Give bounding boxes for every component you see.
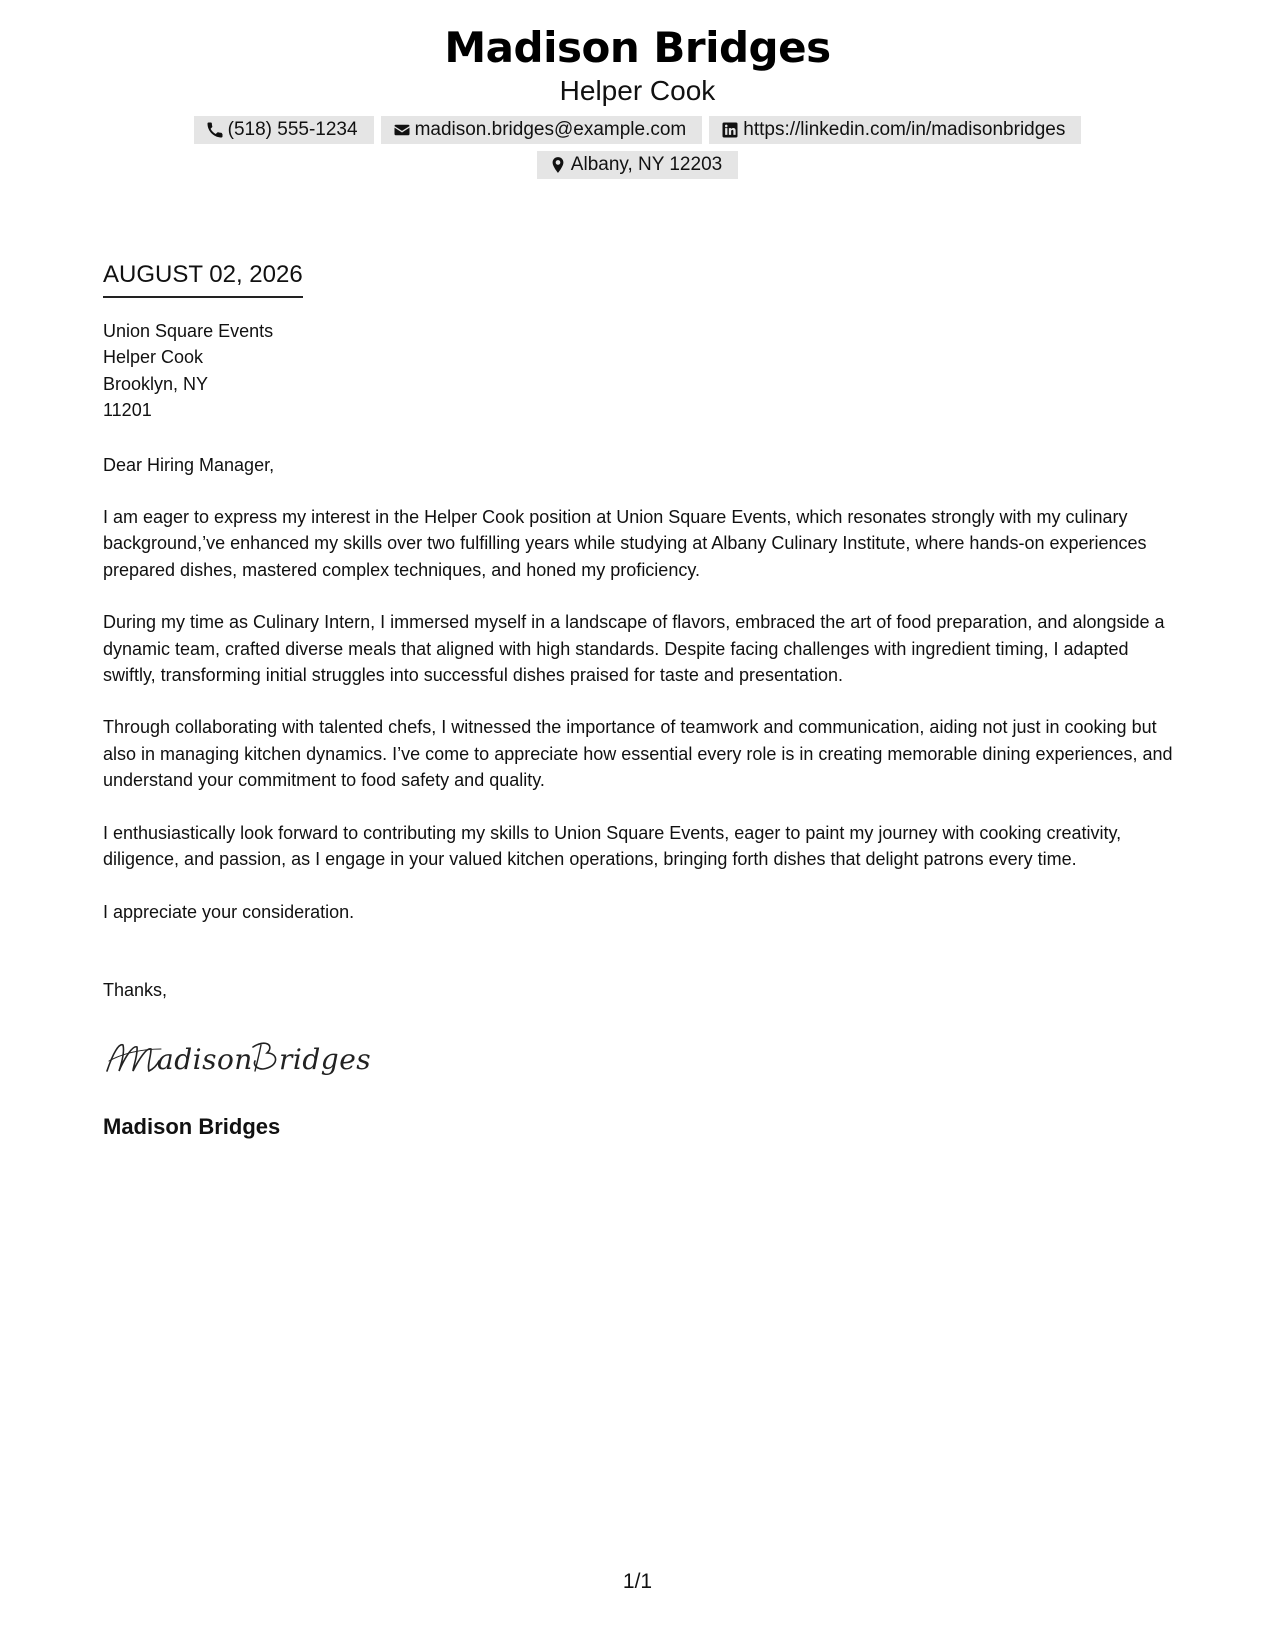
body-paragraph-5: I appreciate your consideration. (103, 901, 355, 922)
handwritten-signature (103, 1031, 1178, 1087)
recipient-city-state: Brooklyn, NY (103, 373, 209, 394)
contact-row-primary (0, 116, 1275, 144)
recipient-position: Helper Cook (103, 347, 204, 368)
letter-date: AUGUST 02, 2026 (103, 260, 303, 298)
signature-text: adison (157, 1043, 253, 1077)
contact-phone[interactable] (194, 116, 374, 144)
contact-location-text: Albany, NY 12203 (570, 154, 723, 175)
linkedin-icon (721, 121, 739, 139)
map-marker-icon (549, 156, 567, 174)
body-paragraph-2: During my time as Culinary Intern, I immersed myself in a landscape of flavors, embraced the art of food preparation, and alongside a dynamic team, crafted diverse meals that aligned with high standards. Despite facing challenges with ingredient timing, I adapted swiftly, transforming initial struggles into successful dishes praised for taste and presentation. (103, 612, 1165, 686)
recipient-block (103, 318, 1178, 424)
envelope-icon (393, 121, 411, 139)
signature-image (103, 1031, 383, 1087)
page-number: 1/1 (622, 1570, 653, 1593)
applicant-job-title: Helper Cook (559, 75, 716, 106)
recipient-zip: 11201 (103, 400, 152, 421)
letter-header (0, 22, 1275, 179)
contact-location (537, 151, 738, 179)
contact-email-text: madison.bridges@example.com (414, 119, 687, 140)
letter-body (103, 260, 1178, 1141)
closing: Thanks, (103, 979, 168, 1000)
contact-linkedin-text: https://linkedin.com/in/madisonbridges (743, 119, 1066, 140)
contact-row-secondary (0, 151, 1275, 179)
applicant-name: Madison Bridges (444, 23, 831, 72)
body-paragraph-1: I am eager to express my interest in the Helper Cook position at Union Square Events, which resonates strongly with my culinary background,’ve enhanced my skills over two fulfilling years while studying at Albany Culinary Institute, where hands-on experiences prepared dishes, mastered complex techniques, and honed my proficiency. (103, 507, 1147, 580)
contact-linkedin[interactable] (709, 116, 1081, 144)
contact-phone-text: (518) 555-1234 (227, 119, 358, 140)
body-paragraph-3: Through collaborating with talented chefs, I witnessed the importance of teamwork and communication, aiding not just in cooking but also in managing kitchen dynamics. I’ve come to appreciate how essential every role is in creating memorable dining experiences, and understand your commitment to food safety and quality. (103, 717, 1173, 791)
signer-name: Madison Bridges (103, 1114, 281, 1140)
contact-email[interactable] (381, 116, 703, 144)
recipient-company: Union Square Events (103, 321, 274, 341)
phone-icon (206, 121, 224, 139)
signature-text-2: ridges (279, 1043, 372, 1077)
body-paragraph-4: I enthusiastically look forward to contributing my skills to Union Square Events, eager to paint my journey with cooking creativity, diligence, and passion, as I engage in your valued kitchen operations, bringing forth dishes that delight patrons every time. (103, 822, 1122, 870)
salutation: Dear Hiring Manager, (103, 454, 275, 475)
